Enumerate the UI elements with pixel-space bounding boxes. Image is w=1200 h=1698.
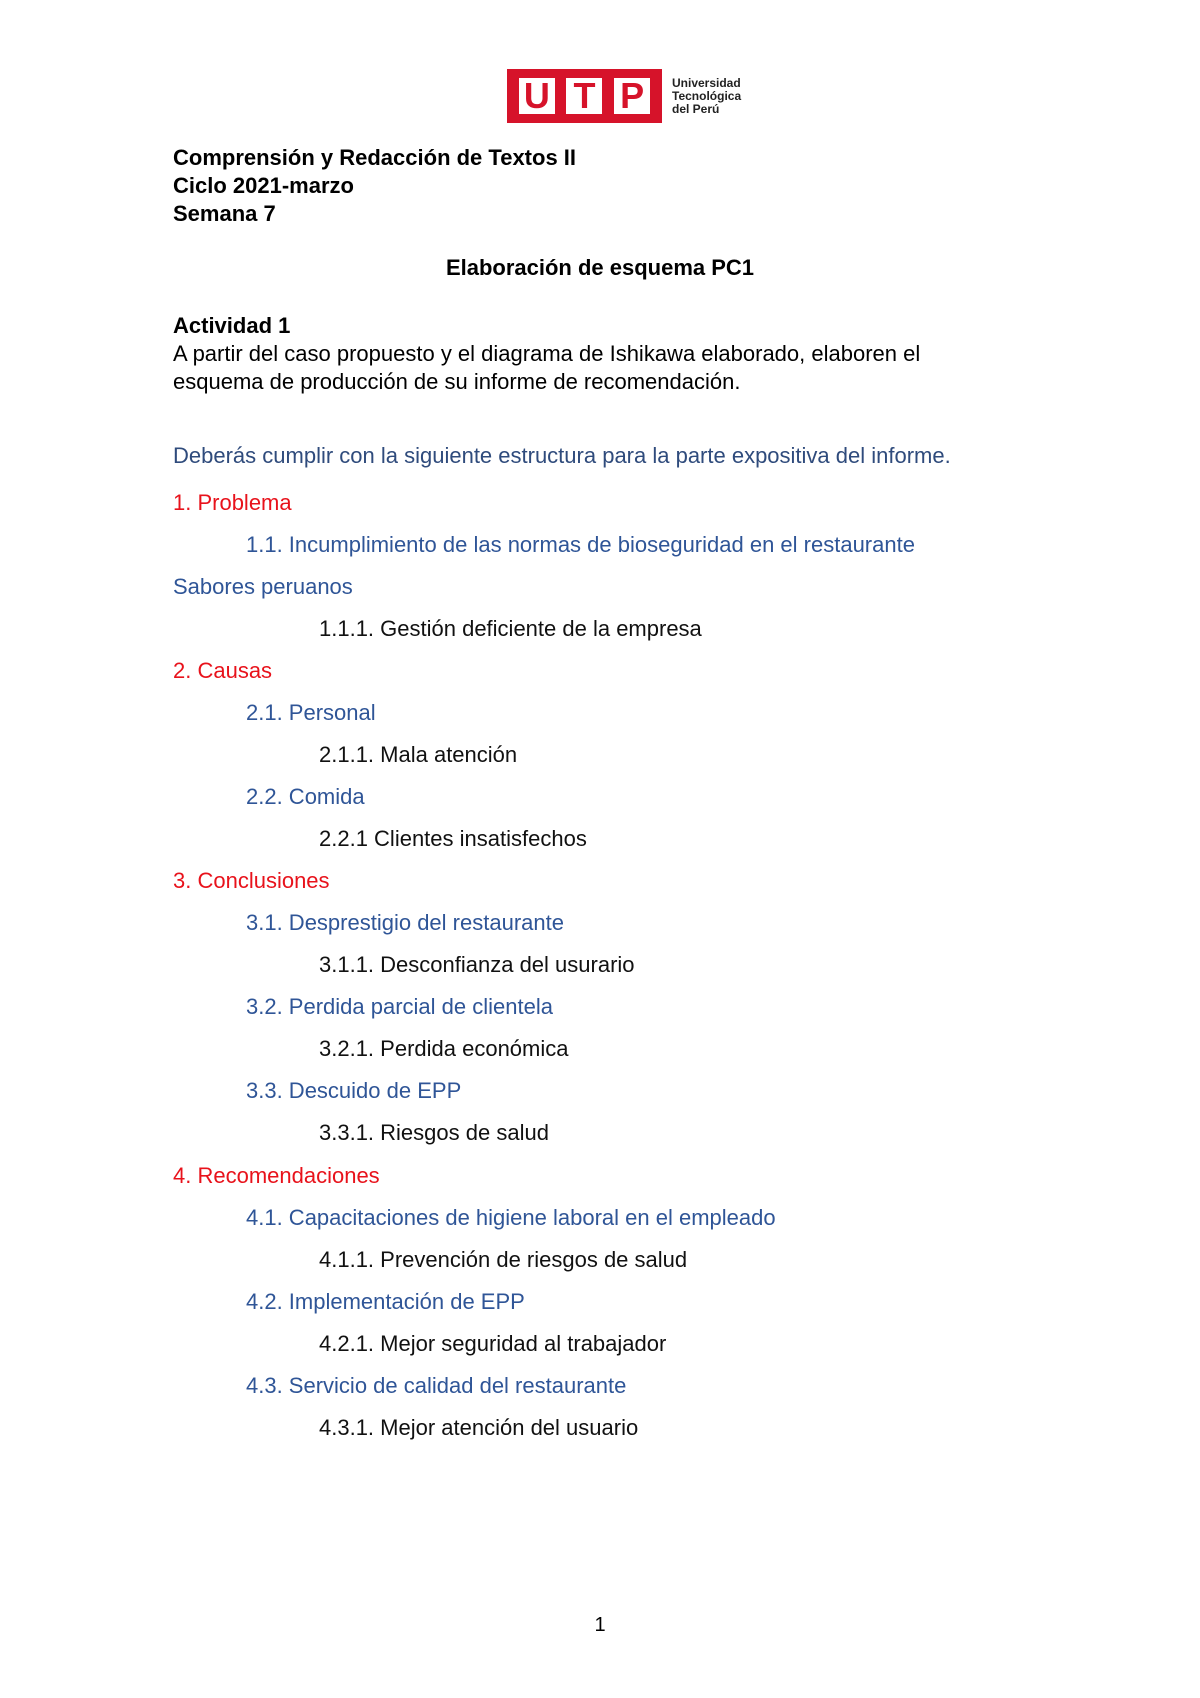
document-title: Elaboración de esquema PC1 [445, 255, 755, 280]
outline-item: 4.2.1. Mejor seguridad al trabajador [319, 1331, 667, 1356]
outline-item: 2.2.1 Clientes insatisfechos [319, 826, 587, 851]
outline-item: 1.1.1. Gestión deficiente de la empresa [319, 616, 702, 641]
outline-subsection: 3.1. Desprestigio del restaurante [246, 910, 564, 935]
activity-instructions: A partir del caso propuesto y el diagrama de Ishikawa elaborado, elaboren el esquema de producción de su informe de recomendación. [173, 341, 921, 394]
outline-item: 3.2.1. Perdida económica [319, 1036, 569, 1061]
course-name: Comprensión y Redacción de Textos II [173, 145, 577, 170]
outline-subsection: 4.3. Servicio de calidad del restaurante [246, 1373, 627, 1398]
outline-subsection: 1.1. Incumplimiento de las normas de bioseguridad en el restaurante [246, 532, 915, 557]
logo-letter-p: P [620, 75, 645, 116]
logo-wordmark: Universidad Tecnológica del Perú [672, 75, 742, 116]
structure-intro: Deberás cumplir con la siguiente estructura para la parte expositiva del informe. [173, 443, 951, 468]
outline-item: 2.1.1. Mala atención [319, 742, 518, 767]
week-label: Semana 7 [173, 201, 276, 226]
logo-letter-t: T [573, 75, 596, 116]
outline-subsection-continued: Sabores peruanos [173, 574, 353, 599]
outline-subsection: 3.2. Perdida parcial de clientela [246, 994, 553, 1019]
outline-item: 4.1.1. Prevención de riesgos de salud [319, 1247, 688, 1272]
outline-section: 1. Problema [173, 490, 292, 515]
outline-section: 3. Conclusiones [173, 868, 330, 893]
activity-label: Actividad 1 [173, 313, 291, 338]
logo-mark [507, 69, 662, 123]
outline-section: 4. Recomendaciones [173, 1163, 380, 1188]
outline-subsection: 3.3. Descuido de EPP [246, 1078, 462, 1103]
outline-item: 4.3.1. Mejor atención del usuario [319, 1415, 639, 1440]
outline-subsection: 4.2. Implementación de EPP [246, 1289, 525, 1314]
outline-item: 3.3.1. Riesgos de salud [319, 1120, 549, 1145]
cycle-label: Ciclo 2021-marzo [173, 173, 354, 198]
page-number: 1 [594, 1614, 606, 1636]
logo-letter-u: U [523, 75, 550, 116]
outline-section: 2. Causas [173, 658, 273, 683]
outline-subsection: 2.2. Comida [246, 784, 365, 809]
outline-subsection: 4.1. Capacitaciones de higiene laboral en el empleado [246, 1205, 776, 1230]
outline-subsection: 2.1. Personal [246, 700, 376, 725]
utp-logo [507, 69, 747, 123]
outline-item: 3.1.1. Desconfianza del usurario [319, 952, 635, 977]
